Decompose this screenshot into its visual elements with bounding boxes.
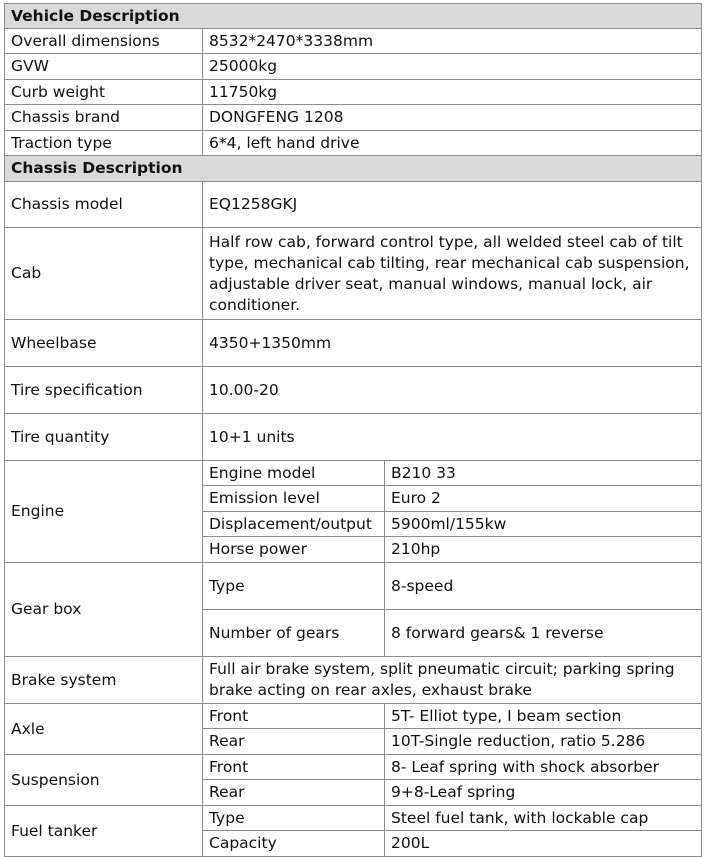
row-label: Tire quantity xyxy=(5,414,203,461)
section-title: Chassis Description xyxy=(5,156,702,182)
sub-label: Front xyxy=(203,704,385,729)
sub-value: 200L xyxy=(385,831,702,857)
row-value: EQ1258GKJ xyxy=(203,182,702,228)
spec-table xyxy=(4,3,702,857)
row-label: Overall dimensions xyxy=(5,29,203,54)
row-label: Chassis model xyxy=(5,182,203,228)
row-value: 10.00-20 xyxy=(203,367,702,414)
sub-value: 8- Leaf spring with shock absorber xyxy=(385,755,702,780)
section-header-vehicle xyxy=(5,4,702,29)
sub-value: B210 33 xyxy=(385,461,702,486)
row-value: 4350+1350mm xyxy=(203,320,702,367)
sub-label: Displacement/output xyxy=(203,512,385,537)
table-row xyxy=(5,563,702,610)
table-row xyxy=(5,131,702,156)
sub-label: Engine model xyxy=(203,461,385,486)
table-row xyxy=(5,105,702,131)
group-label-gearbox: Gear box xyxy=(5,563,203,657)
group-label-axle: Axle xyxy=(5,704,203,755)
sub-label: Rear xyxy=(203,729,385,755)
row-value: 11750kg xyxy=(203,80,702,105)
table-row xyxy=(5,228,702,320)
group-label-fuel-tanker: Fuel tanker xyxy=(5,806,203,857)
sub-value: 5900ml/155kw xyxy=(385,512,702,537)
sub-value: 8 forward gears& 1 reverse xyxy=(385,610,702,657)
row-label: Traction type xyxy=(5,131,203,156)
row-value: 10+1 units xyxy=(203,414,702,461)
sub-value: Steel fuel tank, with lockable cap xyxy=(385,806,702,831)
sub-value: 9+8-Leaf spring xyxy=(385,780,702,806)
table-row xyxy=(5,461,702,486)
sub-label: Number of gears xyxy=(203,610,385,657)
row-label: Curb weight xyxy=(5,80,203,105)
sub-value: Euro 2 xyxy=(385,486,702,512)
row-value: 25000kg xyxy=(203,54,702,80)
sub-label: Rear xyxy=(203,780,385,806)
row-label: Wheelbase xyxy=(5,320,203,367)
table-row xyxy=(5,320,702,367)
sub-label: Front xyxy=(203,755,385,780)
sub-label: Capacity xyxy=(203,831,385,857)
row-label: Cab xyxy=(5,228,203,320)
group-label-suspension: Suspension xyxy=(5,755,203,806)
section-header-chassis xyxy=(5,156,702,182)
row-value: Half row cab, forward control type, all welded steel cab of tilt type, mechanical cab tilting, rear mechanical cab suspension, adjustable driver seat, manual windows, manual lock, air conditioner. xyxy=(203,228,702,320)
sub-label: Horse power xyxy=(203,537,385,563)
sub-label: Type xyxy=(203,563,385,610)
table-row xyxy=(5,29,702,54)
sub-value: 210hp xyxy=(385,537,702,563)
table-row xyxy=(5,414,702,461)
row-value: Full air brake system, split pneumatic circuit; parking spring brake acting on rear axles, exhaust brake xyxy=(203,657,702,704)
group-label-engine: Engine xyxy=(5,461,203,563)
row-label: Tire specification xyxy=(5,367,203,414)
sub-value: 8-speed xyxy=(385,563,702,610)
sub-value: 10T-Single reduction, ratio 5.286 xyxy=(385,729,702,755)
table-row xyxy=(5,182,702,228)
sub-label: Type xyxy=(203,806,385,831)
sub-label: Emission level xyxy=(203,486,385,512)
table-row xyxy=(5,367,702,414)
table-row xyxy=(5,704,702,729)
row-value: 8532*2470*3338mm xyxy=(203,29,702,54)
row-value: 6*4, left hand drive xyxy=(203,131,702,156)
row-value: DONGFENG 1208 xyxy=(203,105,702,131)
sub-value: 5T- Elliot type, I beam section xyxy=(385,704,702,729)
table-row xyxy=(5,80,702,105)
section-title: Vehicle Description xyxy=(5,4,702,29)
row-label: GVW xyxy=(5,54,203,80)
table-row xyxy=(5,54,702,80)
row-label: Brake system xyxy=(5,657,203,704)
table-row xyxy=(5,755,702,780)
row-label: Chassis brand xyxy=(5,105,203,131)
table-row xyxy=(5,806,702,831)
table-row xyxy=(5,657,702,704)
